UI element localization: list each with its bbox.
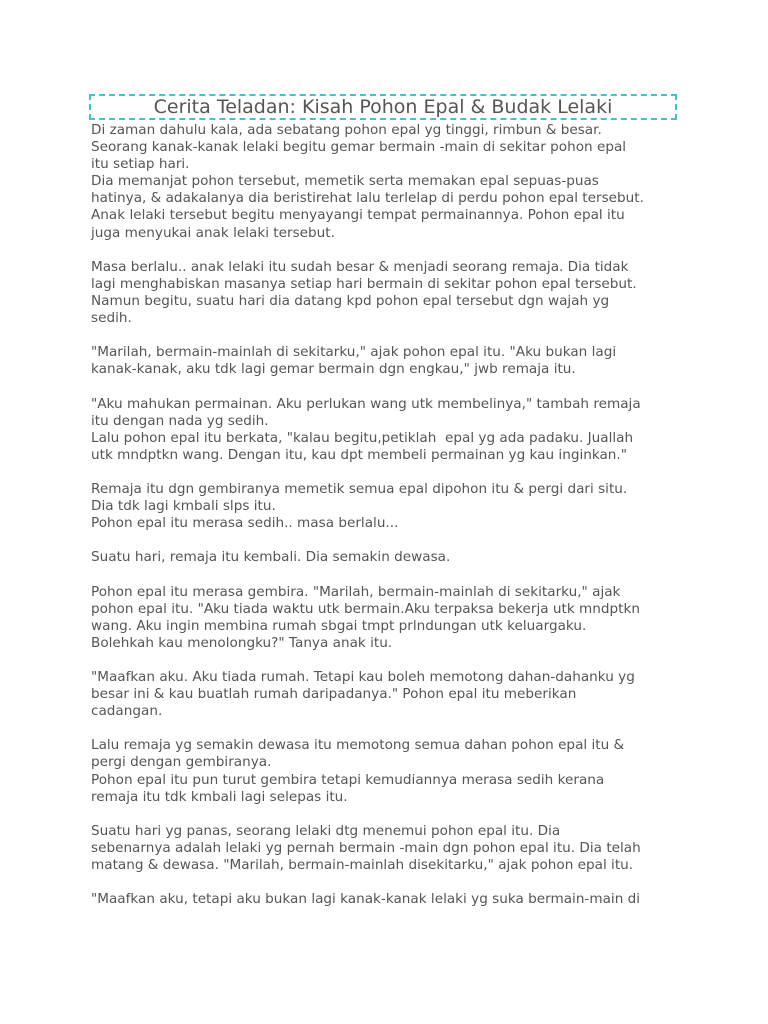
text-line: [91, 378, 731, 395]
text-line: sebenarnya adalah lelaki yg pernah bermain -main dgn pohon epal itu. Dia telah: [91, 839, 641, 856]
text-line: Dia tdk lagi kmbali slps itu.: [91, 498, 276, 515]
text-line: Suatu hari, remaja itu kembali. Dia semakin dewasa.: [91, 549, 451, 566]
text-line: juga menyukai anak lelaki tersebut.: [91, 224, 335, 241]
text-line: lagi menghabiskan masanya setiap hari bermain di sekitar pohon epal tersebut.: [91, 275, 637, 292]
text-line: Bolehkah kau menolongku?" Tanya anak itu.: [91, 634, 393, 651]
text-line: cadangan.: [91, 703, 163, 720]
text-line: besar ini & kau buatlah rumah daripadanya." Pohon epal itu meberikan: [91, 686, 577, 703]
text-line: [91, 874, 731, 891]
text-line: utk mndptkn wang. Dengan itu, kau dpt membeli permainan yg kau inginkan.": [91, 446, 627, 463]
text-line: pohon epal itu. "Aku tiada waktu utk bermain.Aku terpaksa bekerja utk mndptkn: [91, 600, 640, 617]
text-line: Pohon epal itu merasa sedih.. masa berlalu...: [91, 515, 399, 532]
text-line: Pohon epal itu merasa gembira. "Marilah, bermain-mainlah di sekitarku," ajak: [91, 583, 621, 600]
text-line: sedih.: [91, 310, 132, 327]
text-line: [91, 652, 731, 669]
text-line: Suatu hari yg panas, seorang lelaki dtg menemui pohon epal itu. Dia: [91, 822, 561, 839]
text-line: [91, 242, 731, 259]
text-line: [91, 327, 731, 344]
text-line: itu setiap hari.: [91, 156, 190, 173]
text-line: matang & dewasa. "Marilah, bermain-mainlah disekitarku," ajak pohon epal itu.: [91, 857, 634, 874]
text-line: Remaja itu dgn gembiranya memetik semua epal dipohon itu & pergi dari situ.: [91, 480, 628, 497]
text-line: kanak-kanak, aku tdk lagi gemar bermain dgn engkau," jwb remaja itu.: [91, 361, 576, 378]
text-line: Dia memanjat pohon tersebut, memetik serta memakan epal sepuas-puas: [91, 173, 599, 190]
page-title: Cerita Teladan: Kisah Pohon Epal & Budak Lelaki: [153, 96, 613, 118]
text-line: Masa berlalu.. anak lelaki itu sudah besar & menjadi seorang remaja. Dia tidak: [91, 258, 629, 275]
text-line: Namun begitu, suatu hari dia datang kpd pohon epal tersebut dgn wajah yg: [91, 292, 610, 309]
text-line: Anak lelaki tersebut begitu menyayangi tempat permainannya. Pohon epal itu: [91, 207, 625, 224]
text-line: wang. Aku ingin membina rumah sbgai tmpt prlndungan utk keluargaku.: [91, 617, 587, 634]
text-line: "Maafkan aku, tetapi aku bukan lagi kanak-kanak lelaki yg suka bermain-main di: [91, 891, 641, 908]
text-line: hatinya, & adakalanya dia beristirehat lalu terlelap di perdu pohon epal tersebut.: [91, 190, 644, 207]
text-line: [91, 532, 731, 549]
text-line: Di zaman dahulu kala, ada sebatang pohon epal yg tinggi, rimbun & besar.: [91, 122, 602, 138]
text-line: itu dengan nada yg sedih.: [91, 412, 269, 429]
text-line: [91, 806, 731, 823]
text-line: pergi dengan gembiranya.: [91, 754, 272, 771]
text-line: Lalu pohon epal itu berkata, "kalau begitu,petiklah epal yg ada padaku. Juallah: [91, 429, 634, 446]
text-line: [91, 720, 731, 737]
story-body: [91, 122, 731, 908]
text-line: "Aku mahukan permainan. Aku perlukan wang utk membelinya," tambah remaja: [91, 395, 641, 412]
text-line: [91, 566, 731, 583]
text-line: "Maafkan aku. Aku tiada rumah. Tetapi kau boleh memotong dahan-dahanku yg: [91, 669, 635, 685]
text-line: "Marilah, bermain-mainlah di sekitarku," ajak pohon epal itu. "Aku bukan lagi: [91, 344, 617, 361]
text-line: remaja itu tdk kmbali lagi selepas itu.: [91, 788, 348, 805]
text-line: [91, 464, 731, 481]
text-line: Pohon epal itu pun turut gembira tetapi kemudiannya merasa sedih kerana: [91, 771, 605, 788]
text-line: Seorang kanak-kanak lelaki begitu gemar bermain -main di sekitar pohon epal: [91, 139, 627, 156]
title-frame: [89, 94, 677, 120]
text-line: Lalu remaja yg semakin dewasa itu memotong semua dahan pohon epal itu &: [91, 737, 625, 754]
